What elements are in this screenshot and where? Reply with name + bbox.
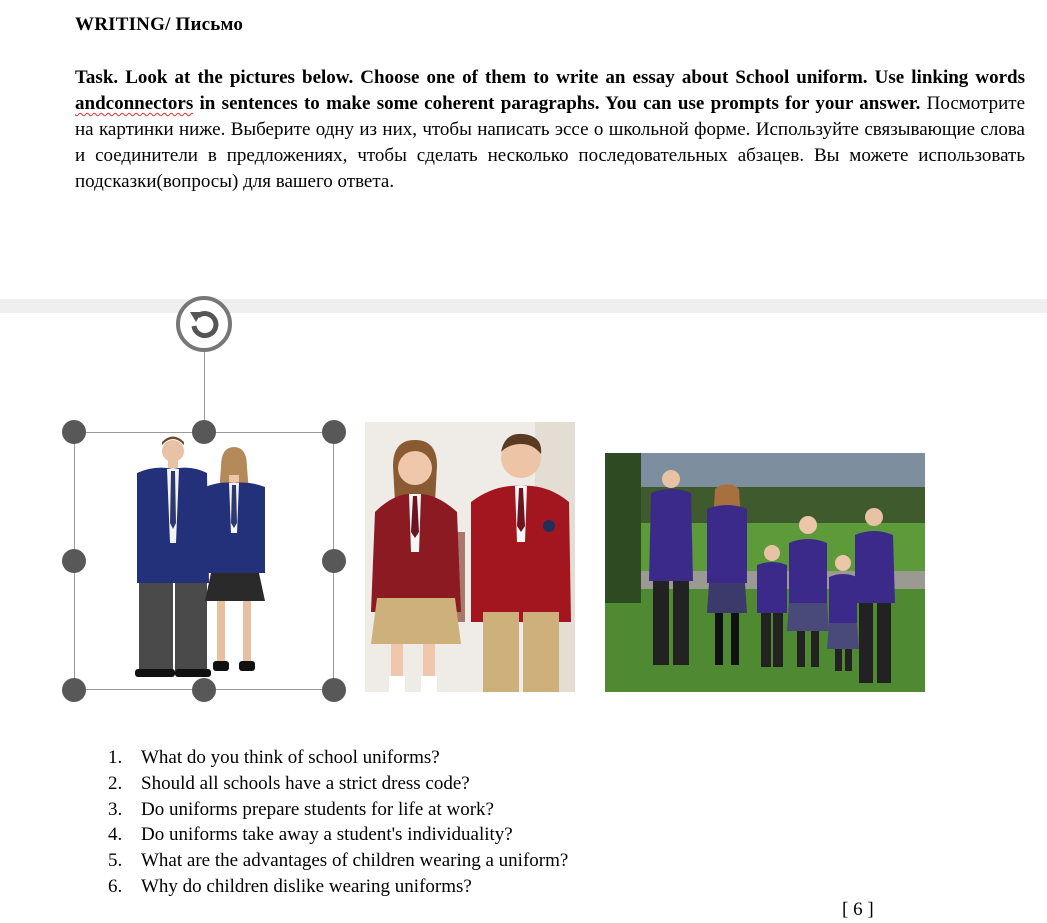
prompt-text: What do you think of school uniforms? xyxy=(141,747,440,768)
task-instructions xyxy=(75,65,1025,195)
list-item xyxy=(108,797,568,823)
prompt-number: 3. xyxy=(108,798,123,820)
rotate-handle-icon[interactable] xyxy=(176,296,232,352)
prompt-number: 4. xyxy=(108,824,123,846)
page-break-band xyxy=(0,299,1047,313)
list-item xyxy=(108,771,568,797)
prompt-text: Do uniforms prepare students for life at work? xyxy=(141,798,494,820)
prompt-text: What are the advantages of children wearing a uniform? xyxy=(141,850,569,872)
score-label: [ 6 ] xyxy=(842,899,874,920)
prompt-number: 6. xyxy=(108,875,123,897)
list-item xyxy=(108,822,568,848)
prompt-number: 1. xyxy=(108,747,123,768)
list-item xyxy=(108,848,568,874)
task-text-ru: Посмотрите на картинки ниже. Выберите одну из них, чтобы написать эссе о школьной форме. Используйте связывающие слова и соединители в предложениях, чтобы сделать несколько последовательных абзацев. Вы можете использовать подсказки(вопросы) для вашего ответа. xyxy=(75,93,1025,192)
list-item xyxy=(108,745,568,771)
task-text-en-1: Task. Look at the pictures below. Choose one of them to write an essay about School uniform. Use linking words xyxy=(75,67,1025,88)
resize-handle-middle-right[interactable] xyxy=(322,549,346,573)
photo-group-of-students-purple-uniforms xyxy=(605,453,925,692)
resize-handle-bottom-right[interactable] xyxy=(322,678,346,702)
resize-handle-bottom-middle[interactable] xyxy=(192,678,216,702)
task-text-en-2: andconnectors xyxy=(75,93,194,114)
prompt-text: Should all schools have a strict dress code? xyxy=(141,772,470,794)
prompt-text: Why do children dislike wearing uniforms? xyxy=(141,875,472,897)
prompt-number: 5. xyxy=(108,850,123,872)
resize-handle-top-right[interactable] xyxy=(322,420,346,444)
prompt-text: Do uniforms take away a student's individuality? xyxy=(141,824,513,846)
resize-handle-bottom-left[interactable] xyxy=(62,678,86,702)
resize-handle-middle-left[interactable] xyxy=(62,549,86,573)
image-uniform-3[interactable] xyxy=(605,453,925,692)
photo-two-children-red-blazers xyxy=(365,422,575,692)
resize-handle-top-middle[interactable] xyxy=(192,420,216,444)
task-text-en-3: in sentences to make some coherent paragraphs. You can use prompts for your answer. xyxy=(193,93,927,114)
prompt-list xyxy=(108,745,568,900)
selection-frame xyxy=(74,432,334,690)
resize-handle-top-left[interactable] xyxy=(62,420,86,444)
prompt-number: 2. xyxy=(108,772,123,794)
image-uniform-2[interactable] xyxy=(365,422,575,692)
list-item xyxy=(108,874,568,900)
section-heading: WRITING/ Письмо xyxy=(75,14,244,35)
